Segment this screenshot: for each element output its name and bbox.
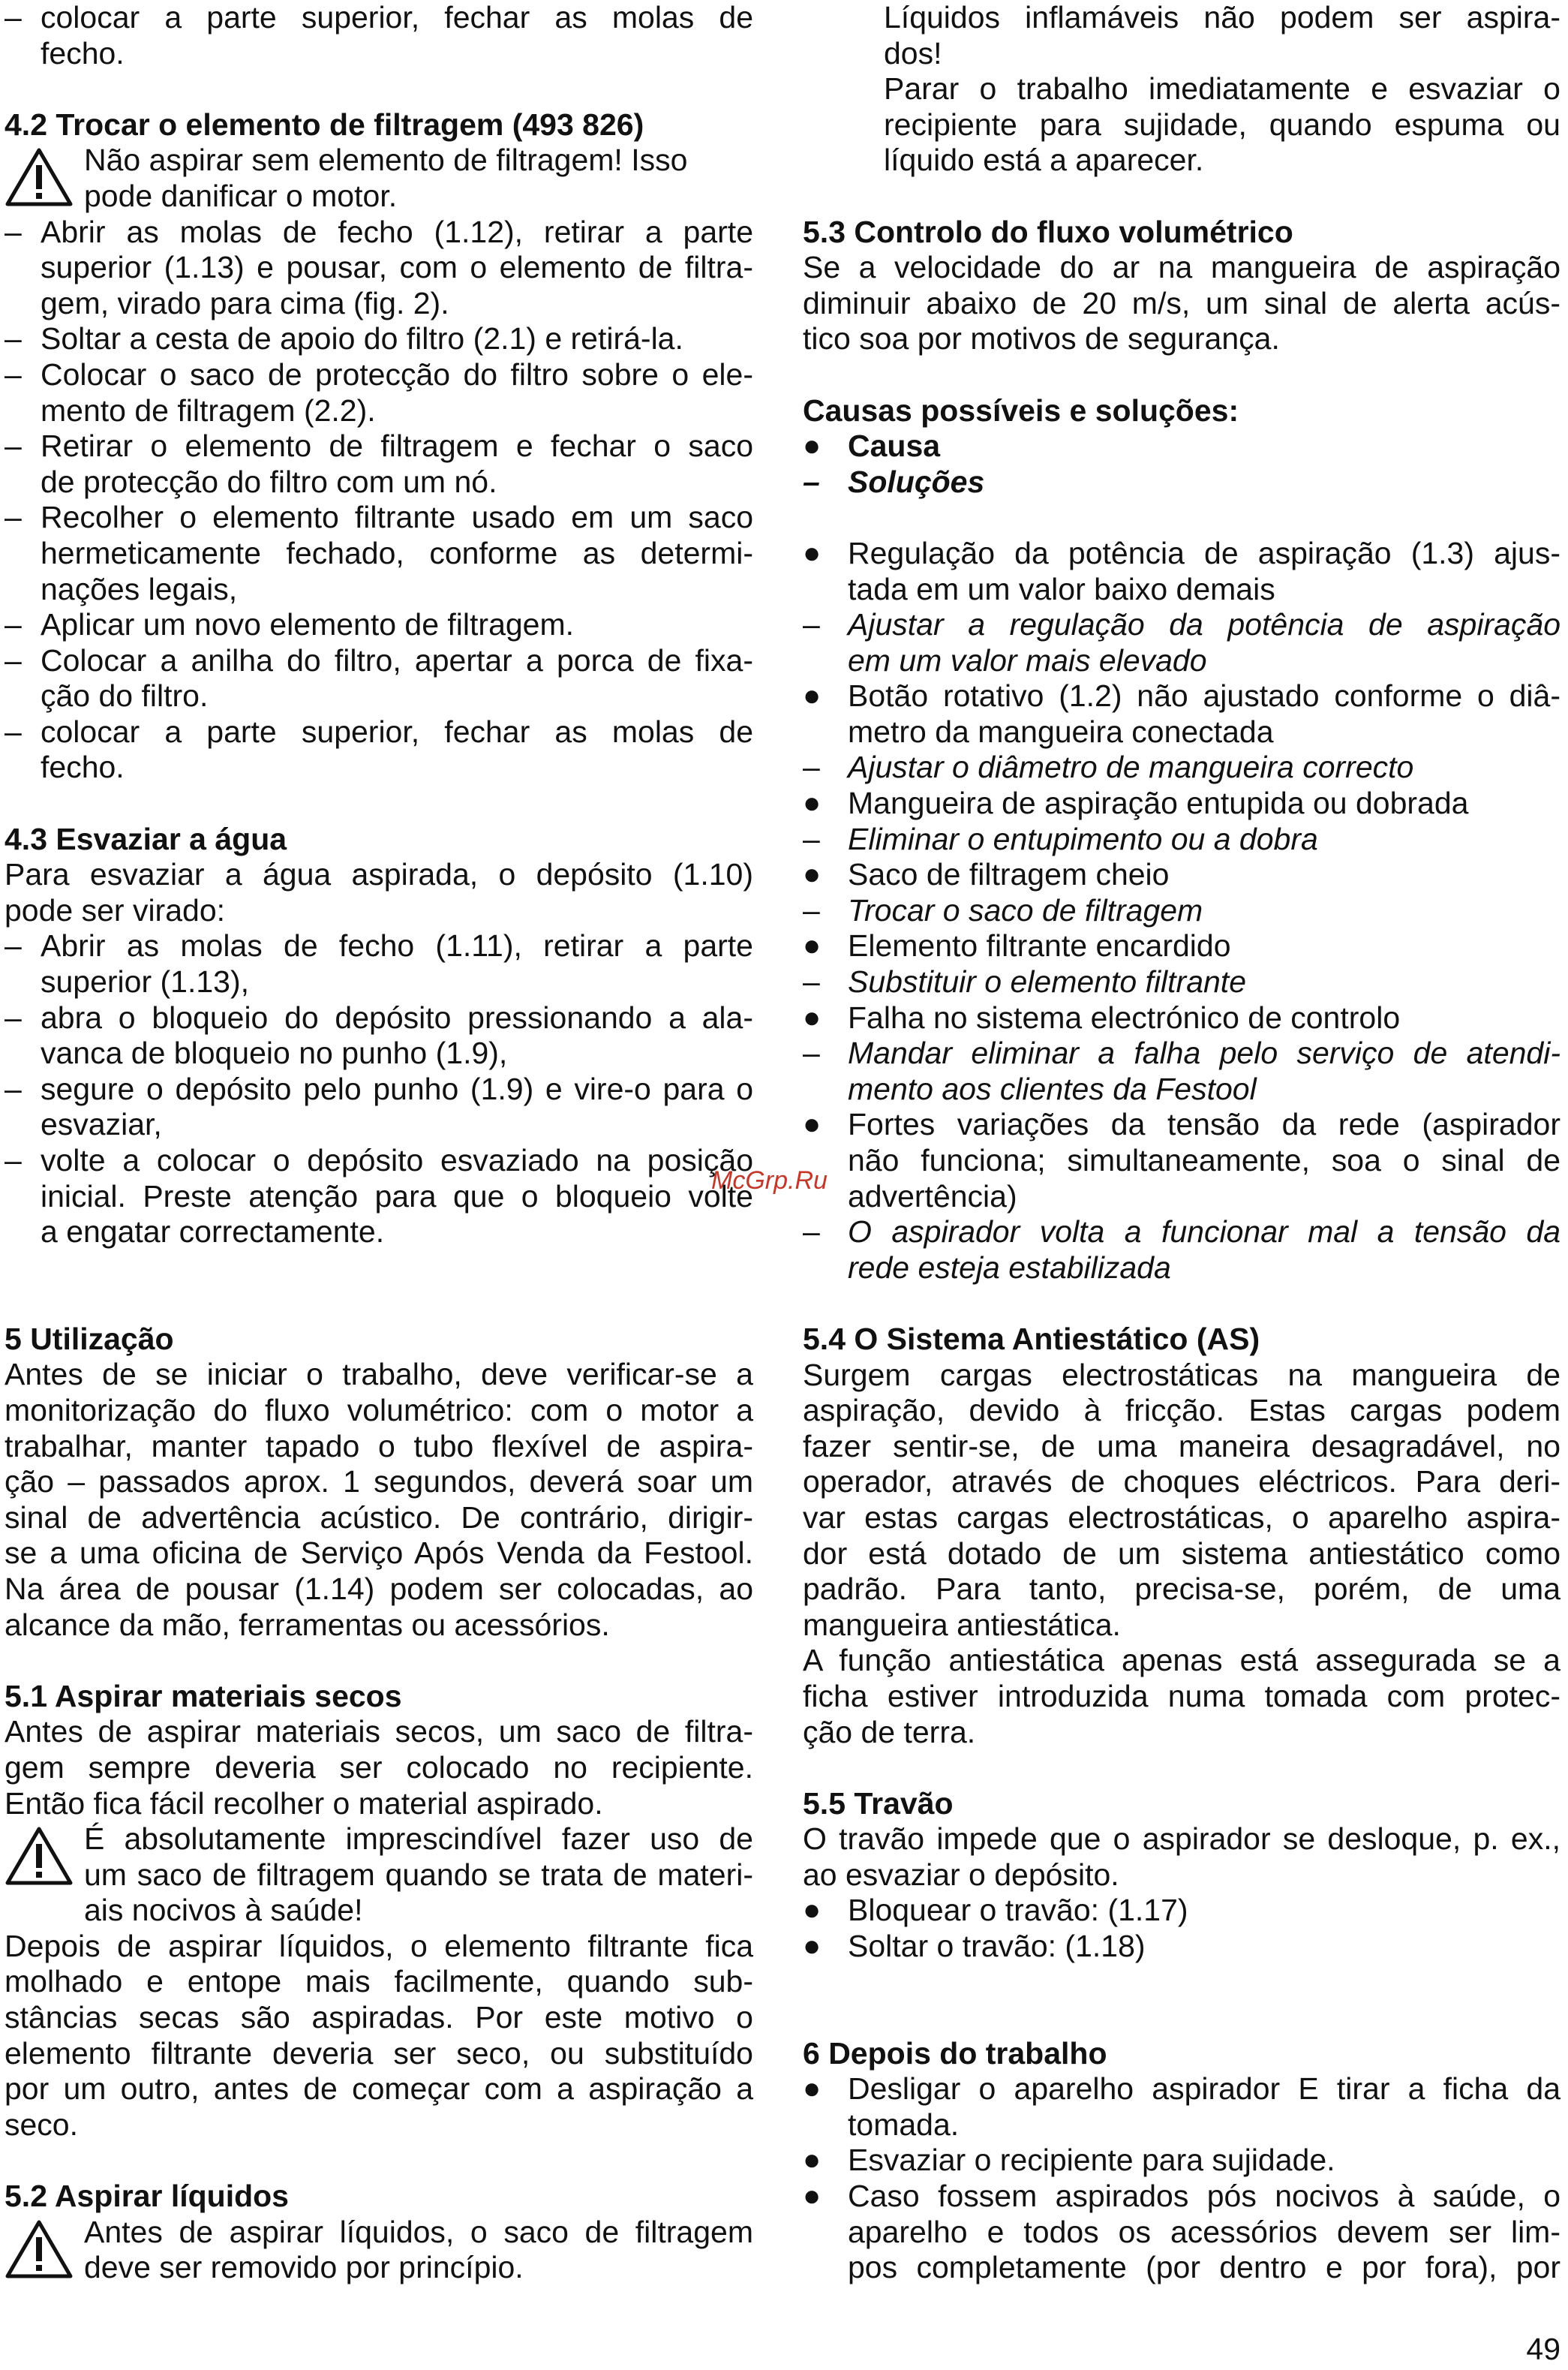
list-item: – Colocar o saco de protecção do filtro sobre o ele- <box>5 356 753 392</box>
paragraph: Surgem cargas electrostáticas na mangueira de <box>803 1357 1560 1392</box>
cause-item: ● Mangueira de aspiração entupida ou dobrada <box>803 786 1469 821</box>
list-item: – Aplicar um novo elemento de filtragem. <box>5 607 575 642</box>
causes-heading: Causas possíveis e soluções: <box>803 392 1239 428</box>
paragraph: Para esvaziar a água aspirada, o depósito (1.10) <box>5 857 753 892</box>
cause-item: ● Falha no sistema electrónico de controlo <box>803 1000 1401 1035</box>
bullet-icon: ● <box>803 1893 822 1927</box>
paragraph: O travão impede que o aspirador se desloque, p. ex., <box>803 1821 1560 1857</box>
list-item: – Abrir as molas de fecho (1.12), retirar a parte <box>5 214 753 249</box>
paragraph: Depois de aspirar líquidos, o elemento filtrante fica <box>5 1928 753 1963</box>
page-number: 49 <box>1526 2332 1560 2366</box>
list-item: – Soltar a cesta de apoio do filtro (2.1) e retirá-la. <box>5 321 683 356</box>
section-heading-4-2: 4.2 Trocar o elemento de filtragem (493 826) <box>5 107 644 142</box>
bullet-icon: ● <box>803 1929 822 1963</box>
solution-item: – O aspirador volta a funcionar mal a tensão da <box>803 1214 1560 1250</box>
list-item: – colocar a parte superior, fechar as molas de <box>5 714 753 749</box>
cause-item: ● Botão rotativo (1.2) não ajustado conforme o diâ- <box>803 678 1560 714</box>
bullet-icon: ● <box>803 929 822 963</box>
list-item: – abra o bloqueio do depósito pressionando a ala- <box>5 1000 753 1035</box>
bullet-icon: ● <box>803 429 822 463</box>
warning-block: É absolutamente imprescindível fazer uso de um saco de filtragem quando se trata de materi- ais nocivos à saúde! <box>5 1821 753 1929</box>
section-heading-5-1: 5.1 Aspirar materiais secos <box>5 1678 402 1713</box>
bullet-icon: ● <box>803 536 822 570</box>
warning-block: Antes de aspirar líquidos, o saco de filtragem deve ser removido por princípio. <box>5 2215 753 2286</box>
bullet-icon: ● <box>803 2179 822 2213</box>
list-item: ● Soltar o travão: (1.18) <box>803 1929 1146 1964</box>
solution-item: – Eliminar o entupimento ou a dobra <box>803 821 1318 856</box>
cause-item: ● Fortes variações da tensão da rede (aspirador <box>803 1107 1560 1142</box>
section-heading-6: 6 Depois do trabalho <box>803 2035 1107 2071</box>
solution-item: – Substituir o elemento filtrante <box>803 964 1246 1000</box>
solution-item: – Ajustar a regulação da potência de aspiração <box>803 607 1560 642</box>
section-heading-5-5: 5.5 Travão <box>803 1785 954 1821</box>
left-column: – colocar a parte superior, fechar as molas de fecho. 4.2 Trocar o elemento de filtragem (493 826) Não aspirar sem elemento de filtragem! Isso pode danificar o motor. – Abrir as molas de fecho (1.12), retirar a parte superior (1.13) e pousar, com o elemento de filtra- gem, virado para cima (fig. 2). – Soltar a cesta de apoio do filtro (2.1) e retirá-la. – Colocar o saco de protecção do filtro sobre o ele- mento de filtragem (2.2). – Retirar o elemento de filtragem e fechar o saco de protecção do filtro com um nó. – Recolher o elemento filtrante usado em um saco hermeticamente fechado, conforme as determi- nações legais, – Aplicar um novo elemento de filtragem. – Colocar a anilha do filtro, apertar a porca de fixa- ção do filtro. – colocar a parte superior, fechar as molas de fecho. 4.3 Esvaziar a água Para esvaziar a água aspirada, o depósito (1.10) pode ser virado: – Abrir as molas de fecho (1.11), retirar a parte superior (1.13), – abra o bloqueio do depósito pressionando a ala- vanca de bloqueio no punho (1.9), – segure o depósito pelo punho (1.9) e vire-o para o esvaziar, – volte a colocar o depósito esvaziado na posição inicial. Preste atenção para que o bloqueio volte a engatar correctamente. 5 Utilização Antes de se iniciar o trabalho, deve verificar-se a monitorização do fluxo volumétrico: com o motor a trabalhar, manter tapado o tubo flexível de aspira- ção – passados aprox. 1 segundos, deverá soar um sinal de advertência acústico. De contrário, dirigir- se a uma oficina de Serviço Após Venda da Festool. Na área de pousar (1.14) podem ser colocadas, ao alcance da mão, ferramentas ou acessórios. 5.1 Aspirar materiais secos Antes de aspirar materiais secos, um saco de filtra- gem sempre deveria ser colocado no recipiente. Então fica fácil recolher o material aspirado. É absolutamente imprescindível fazer uso de um saco de filtragem quando se trata de materi- ais nocivos à saúde! Depois de aspirar líquidos, o elemento filtrante fica molhado e entope mais facilmente, quando sub- stâncias secas são aspiradas. Por este motivo o elemento filtrante deveria ser seco, ou substituído por um outro, antes de começar com a aspiração a seco. 5.2 Aspirar líquidos Antes de aspirar líquidos, o saco de filtragem deve ser removido por princípio. <box>5 0 753 2285</box>
solution-item: – Mandar eliminar a falha pelo serviço de atendi- <box>803 1036 1560 1071</box>
solution-item: – Ajustar o diâmetro de mangueira correcto <box>803 750 1414 785</box>
cause-item: ● Elemento filtrante encardido <box>803 928 1231 964</box>
warning-continuation: Líquidos inflamáveis não podem ser aspira- <box>884 0 1560 35</box>
list-item: – Recolher o elemento filtrante usado em um saco <box>5 500 753 535</box>
legend-cause: ● Causa <box>803 429 941 464</box>
section-heading-5-4: 5.4 O Sistema Antiestático (AS) <box>803 1321 1260 1356</box>
bullet-icon: ● <box>803 786 822 820</box>
list-item: ● Bloquear o travão: (1.17) <box>803 1893 1188 1928</box>
paragraph: Antes de se iniciar o trabalho, deve verificar-se a <box>5 1357 753 1392</box>
section-heading-5-3: 5.3 Controlo do fluxo volumétrico <box>803 214 1293 249</box>
list-item: – colocar a parte superior, fechar as molas de <box>5 0 753 35</box>
watermark: McGrp.Ru <box>711 1166 828 1195</box>
section-heading-5-2: 5.2 Aspirar líquidos <box>5 2179 289 2214</box>
list-item: – Retirar o elemento de filtragem e fechar o saco <box>5 429 753 464</box>
bullet-icon: ● <box>803 858 822 892</box>
right-column: Líquidos inflamáveis não podem ser aspira- dos! Parar o trabalho imediatamente e esvaziar o recipiente para sujidade, quando espuma ou líquido está a aparecer. 5.3 Controlo do fluxo volumétrico Se a velocidade do ar na mangueira de aspiração diminuir abaixo de 20 m/s, um sinal de alerta acús- tico soa por motivos de segurança. Causas possíveis e soluções: ● Causa – Soluções ● Regulação da potência de aspiração (1.3) ajus- tada em um valor baixo demais – Ajustar a regulação da potência de aspiração em um valor mais elevado ● Botão rotativo (1.2) não ajustado conforme o diâ- metro da mangueira conectada – Ajustar o diâmetro de mangueira correcto ● Mangueira de aspiração entupida ou dobrada – Eliminar o entupimento ou a dobra ● Saco de filtragem cheio – Trocar o saco de filtragem ● Elemento filtrante encardido – Substituir o elemento filtrante ● Falha no sistema electrónico de controlo – Mandar eliminar a falha pelo serviço de atendi- mento aos clientes da Festool ● Fortes variações da tensão da rede (aspirador não funciona; simultaneamente, soa o sinal de advertência) – O aspirador volta a funcionar mal a tensão da rede esteja estabilizada 5.4 O Sistema Antiestático (AS) Surgem cargas electrostáticas na mangueira de aspiração, devido à fricção. Estas cargas podem fazer sentir-se, de uma maneira desagradável, no operador, através de choques eléctricos. Para deri- var estas cargas electrostáticas, o aparelho aspira- dor está dotado de um sistema antiestático como padrão. Para tanto, precisa-se, porém, de uma mangueira antiestática. A função antiestática apenas está assegurada se a ficha estiver introduzida numa tomada com protec- ção de terra. 5.5 Travão O travão impede que o aspirador se desloque, p. ex., ao esvaziar o depósito. ● Bloquear o travão: (1.17) ● Soltar o travão: (1.18) 6 Depois do trabalho ● Desligar o aparelho aspirador E tirar a ficha da tomada. ● Esvaziar o recipiente para sujidade. ● Caso fossem aspirados pós nocivos à saúde, o aparelho e todos os acessórios devem ser lim- pos completamente (por dentro e por fora), por <box>803 0 1560 2285</box>
bullet-icon: ● <box>803 2072 822 2106</box>
bullet-icon: ● <box>803 2143 822 2177</box>
bullet-icon: ● <box>803 679 822 713</box>
cause-item: ● Saco de filtragem cheio <box>803 857 1170 892</box>
paragraph: Antes de aspirar materiais secos, um saco de filtra- <box>5 1714 753 1749</box>
section-heading-5: 5 Utilização <box>5 1321 174 1356</box>
list-item: fecho. <box>41 35 125 71</box>
legend-solution: – Soluções <box>803 464 985 499</box>
bullet-icon: ● <box>803 1108 822 1141</box>
list-item: ● Esvaziar o recipiente para sujidade. <box>803 2143 1335 2178</box>
warning-block: Não aspirar sem elemento de filtragem! Isso pode danificar o motor. <box>5 143 753 214</box>
solution-item: – Trocar o saco de filtragem <box>803 892 1203 928</box>
list-item: ● Caso fossem aspirados pós nocivos à saúde, o <box>803 2179 1560 2214</box>
list-item: – segure o depósito pelo punho (1.9) e vire-o para o <box>5 1071 753 1106</box>
list-item: – volte a colocar o depósito esvaziado na posição <box>5 1143 753 1177</box>
list-item: – Colocar a anilha do filtro, apertar a porca de fixa- <box>5 642 753 678</box>
cause-item: ● Regulação da potência de aspiração (1.3) ajus- <box>803 535 1560 570</box>
list-item: ● Desligar o aparelho aspirador E tirar a ficha da <box>803 2071 1560 2107</box>
list-item: – Abrir as molas de fecho (1.11), retirar a parte <box>5 928 753 964</box>
paragraph: Se a velocidade do ar na mangueira de aspiração <box>803 250 1560 285</box>
paragraph: A função antiestática apenas está assegurada se a <box>803 1643 1560 1678</box>
bullet-icon: ● <box>803 1000 822 1034</box>
section-heading-4-3: 4.3 Esvaziar a água <box>5 821 287 856</box>
